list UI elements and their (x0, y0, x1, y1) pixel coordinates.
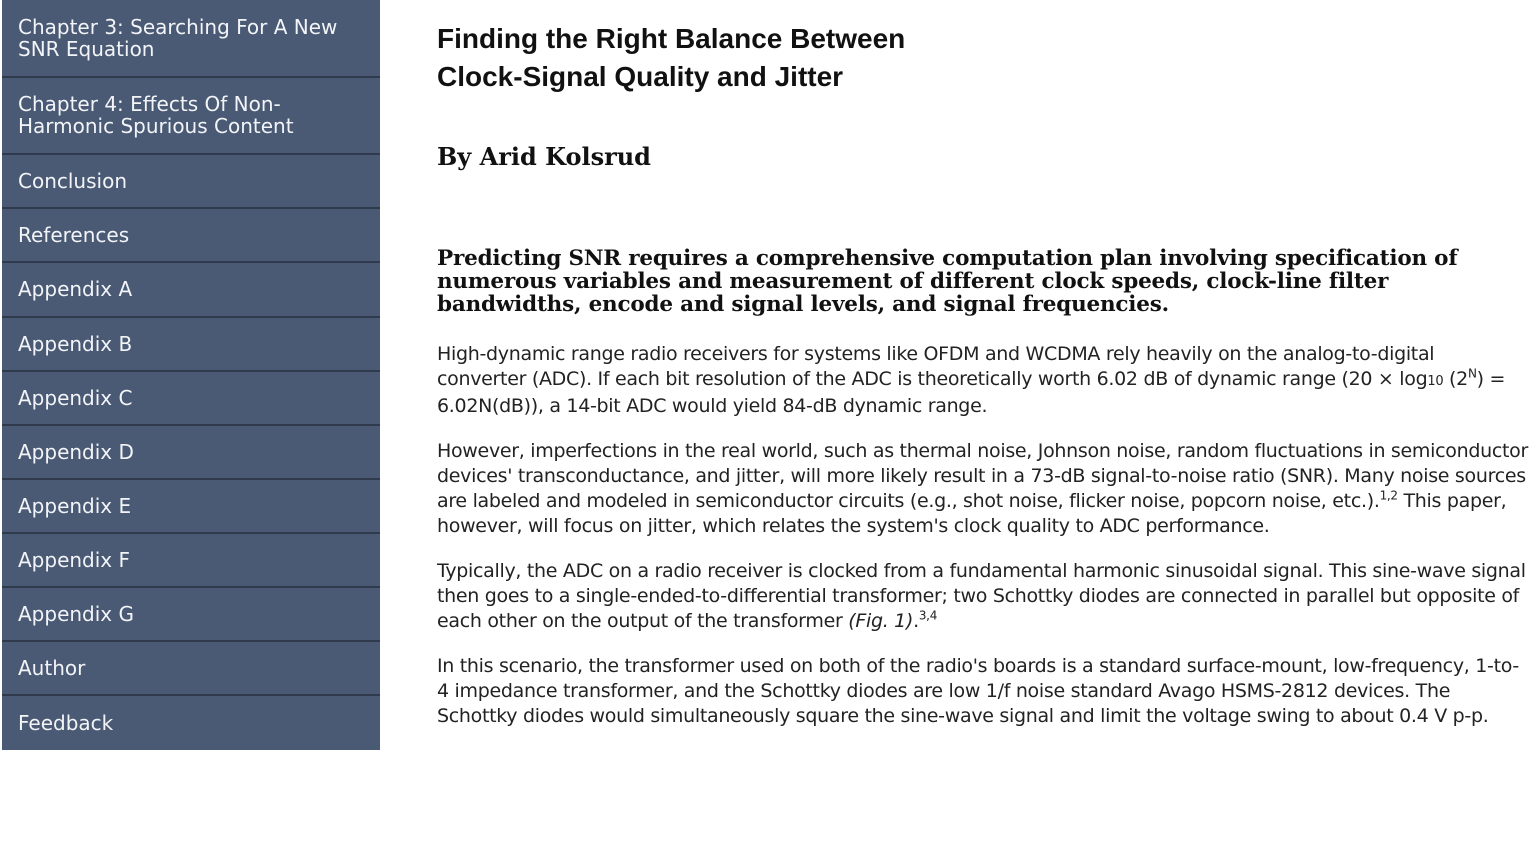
article-content (437, 20, 1529, 729)
sidebar-item-label: Feedback (18, 710, 114, 735)
figure-reference-link[interactable]: (Fig. 1) (848, 610, 914, 632)
sidebar-item-chapter-3[interactable] (2, 0, 380, 78)
paragraph-text: . (913, 610, 919, 632)
paragraph-text: ) = 6.02N(dB)), a 14-bit ADC would yield 84-dB dynamic range. (437, 368, 1506, 417)
paragraph-text: (2 (1443, 368, 1468, 390)
sidebar-item-label: References (18, 223, 130, 248)
sidebar-item-label: Appendix G (18, 601, 134, 626)
sidebar-item-label: Chapter 4: Effects Of Non-Harmonic Spurious Content (18, 92, 294, 139)
reference-superscript[interactable]: 1,2 (1379, 488, 1398, 503)
sidebar-item-appendix-c[interactable] (2, 372, 380, 426)
paragraph-2 (437, 439, 1529, 539)
sidebar-item-label: Appendix D (18, 439, 134, 464)
article-byline: By Arid Kolsrud (437, 142, 651, 171)
sidebar-item-appendix-e[interactable] (2, 480, 380, 534)
sidebar-item-appendix-d[interactable] (2, 426, 380, 480)
sidebar-item-label: Appendix E (18, 493, 132, 518)
sidebar-item-appendix-a[interactable] (2, 263, 380, 317)
article-deck: Predicting SNR requires a comprehensive computation plan involving specification of numerous variables and measurement of different clock speeds, clock-line filter bandwidths, encode and signal levels, and signal frequencies. (437, 246, 1458, 317)
paragraph-text: High-dynamic range radio receivers for systems like OFDM and WCDMA rely heavily on the analog-to-digital converter (ADC). If each bit resolution of the ADC is theoretically worth 6.02 dB of dynamic range (20 × log (437, 343, 1435, 390)
superscript: N (1467, 366, 1477, 381)
sidebar-item-label: Conclusion (18, 169, 127, 194)
sidebar-item-label: Appendix B (18, 331, 133, 356)
sidebar-nav (2, 0, 380, 750)
sidebar-item-label: Chapter 3: Searching For A New SNR Equation (18, 14, 338, 61)
paragraph-3 (437, 559, 1529, 634)
sidebar-item-feedback[interactable] (2, 696, 380, 750)
sidebar-item-label: Author (18, 655, 86, 680)
paragraph-text: This paper, however, will focus on jitter, which relates the system's clock quality to ADC performance. (437, 490, 1507, 537)
reference-superscript[interactable]: 3,4 (918, 608, 938, 623)
sidebar-item-label: Appendix F (18, 547, 131, 572)
sidebar-item-appendix-b[interactable] (2, 318, 380, 372)
sidebar-item-appendix-g[interactable] (2, 588, 380, 642)
paragraph-4: In this scenario, the transformer used on both of the radio's boards is a standard surface-mount, low-frequency, 1-to-4 impedance transformer, and the Schottky diodes are low 1/f noise standard Avago HSMS-2812 devices. The Schottky diodes would simultaneously square the sine-wave signal and limit the voltage swing to about 0.4 V p-p. (437, 655, 1519, 727)
sidebar-item-label: Appendix C (18, 385, 133, 410)
subscript: 10 (1427, 374, 1444, 389)
sidebar-item-author[interactable] (2, 642, 380, 696)
sidebar-item-appendix-f[interactable] (2, 534, 380, 588)
paragraph-text: However, imperfections in the real world, such as thermal noise, Johnson noise, random fluctuations in semiconductor devices' transconductance, and jitter, will more likely result in a 73-dB signal-to-noise ratio (SNR). Many noise sources are labeled and modeled in semiconductor circuits (e.g., shot noise, flicker noise, popcorn noise, etc.). (437, 440, 1528, 512)
sidebar-item-label: Appendix A (18, 277, 133, 302)
paragraph-text: Typically, the ADC on a radio receiver is clocked from a fundamental harmonic sinusoidal signal. This sine-wave signal then goes to a single-ended-to-differential transformer; two Schottky diodes are connected in parallel but opposite of each other on the output of the transformer (437, 560, 1526, 632)
sidebar-item-conclusion[interactable] (2, 155, 380, 209)
paragraph-1 (437, 342, 1529, 419)
article-title: Finding the Right Balance Between Clock-Signal Quality and Jitter (437, 23, 906, 92)
sidebar-item-chapter-4[interactable] (2, 78, 380, 156)
sidebar-item-references[interactable] (2, 209, 380, 263)
